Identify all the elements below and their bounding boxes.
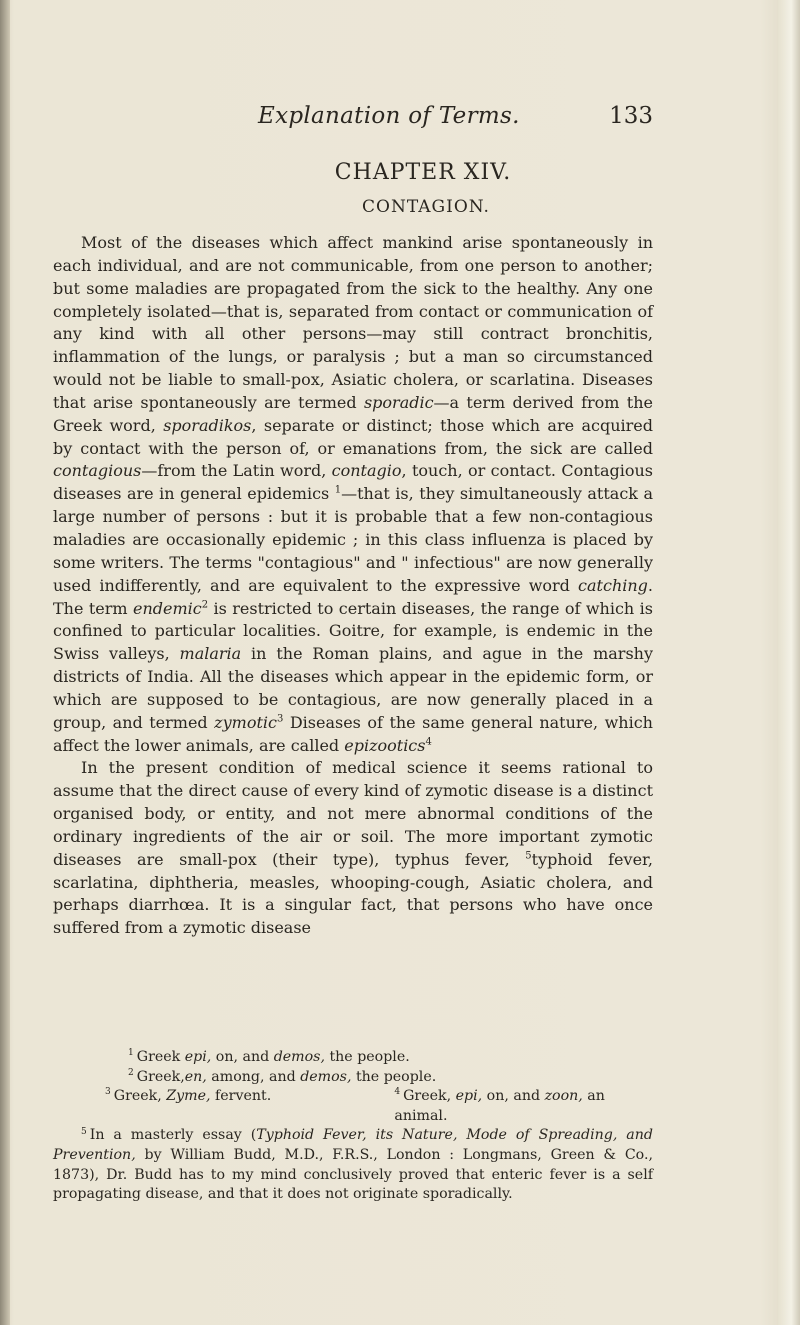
footnote-3 [105, 1087, 394, 1126]
text-run: typhoid fever, scarlatina, diphtheria, measles, whooping-cough, Asiatic cholera, and perhaps diarrhœa. It is a singular fact, that persons who have once suffered from a zymotic disease [53, 849, 654, 938]
text-run: , touch, or contact. Contagious diseases are in general epidemics [53, 461, 653, 504]
text-run: Greek [136, 1049, 185, 1065]
text-run: by William Budd, M.D., F.R.S., London : Longmans, Green & Co., 1873), Dr. Budd has to my mind conclusively proved that enteric fever is a self propagating disease, and that it does not originate sporadically. [53, 1146, 653, 1203]
text-run: , separate or distinct; those which are acquired by contact with the person of, or emanations from, the sick are called [53, 415, 653, 458]
italic-term: epizootics [344, 735, 426, 755]
text-run: fervent. [210, 1088, 272, 1105]
italic-term: demos, [300, 1068, 352, 1085]
italic-term: zymotic [214, 712, 277, 732]
footnote-number: 2 [128, 1067, 134, 1078]
text-run: the people. [324, 1049, 410, 1065]
italic-term: malaria [179, 644, 242, 664]
text-run: among, and [206, 1068, 301, 1085]
italic-term: contagious [53, 461, 142, 481]
text-run: Greek, [403, 1088, 456, 1105]
italic-term: contagio [331, 461, 402, 481]
footnote-number: 3 [105, 1087, 111, 1098]
text-run: in the Roman plains, and ague in the marshy districts of India. All the diseases which appear in the epidemic form, or which are supposed to be contagious, are now generally placed in a group, and termed [53, 644, 654, 732]
page-number: 133 [609, 103, 653, 129]
paragraph-1 [53, 232, 653, 757]
body-text [53, 232, 653, 940]
italic-term: Typhoid Fever, its Nature, Mode of Spreading, and Prevention, [53, 1127, 653, 1163]
italic-term: sporadic [363, 392, 434, 412]
footnote-row [53, 1087, 653, 1126]
text-run: on, and [482, 1088, 545, 1105]
italic-term: epi, [184, 1049, 212, 1065]
text-run: on, and [211, 1049, 274, 1065]
text-run: —that is, they simultaneously attack a large number of persons : but it is probable that a few non-contagious maladies are occasionally epidemic ; in this class influenza is placed by some writers. The terms "contagious" and " infectious" are now generally used indifferently, and are equivalent to the expressive word [53, 484, 654, 595]
footnote-ref: 1 [334, 484, 342, 496]
italic-term: catching [578, 575, 648, 595]
italic-term: epi, [455, 1088, 483, 1105]
text-run: an animal. [394, 1088, 605, 1124]
italic-term: zoon, [544, 1088, 583, 1105]
footnote-5 [53, 1126, 653, 1204]
text-run: is restricted to certain diseases, the range of which is confined to particular localities. Goitre, for example, is endemic in the Swiss valleys, [53, 598, 653, 664]
text-run: Greek, [113, 1088, 167, 1105]
text-run: Diseases of the same general nature, which affect the lower animals, are called [53, 712, 653, 755]
chapter-subject: CONTAGION. [362, 197, 490, 217]
text-run: In a masterly essay ( [89, 1127, 257, 1144]
footnote-4 [394, 1087, 653, 1126]
italic-term: sporadikos [163, 415, 252, 435]
footnote-number: 1 [128, 1048, 134, 1059]
footnotes [53, 1048, 653, 1205]
footnote-number: 5 [81, 1126, 87, 1137]
italic-term: endemic [133, 598, 202, 618]
footnote-2 [53, 1068, 653, 1088]
footnote-number: 4 [394, 1087, 401, 1098]
italic-term: demos, [273, 1049, 325, 1065]
text-run: Greek, [136, 1068, 185, 1085]
paragraph-2 [53, 757, 653, 940]
text-run: Most of the diseases which affect mankind arise spontaneously in each individual, and are not communicable, from one person to another; but some maladies are propagated from the sick to the healthy. Any one completely isolated—that is, separated from contact or communication of any kind with all other persons—may still contract bronchitis, inflammation of the lungs, or paralysis ; but a man so circumstanced would not be liable to small-pox, Asiatic cholera, or scarlatina. Diseases that arise spontaneously are termed [53, 233, 653, 412]
text-run: —from the Latin word, [141, 461, 332, 481]
italic-term: en, [184, 1068, 207, 1085]
text-run: In the present condition of medical science it seems rational to assume that the direct cause of every kind of zymotic disease is a distinct organised body, or entity, and not mere abnormal conditions of the ordinary ingredients of the air or soil. The more important zymotic diseases are small-pox (their type), typhus fever, [53, 758, 653, 869]
chapter-heading: CHAPTER XIV. [334, 160, 512, 185]
running-head [258, 103, 653, 137]
text-run: the people. [351, 1068, 437, 1085]
footnote-ref: 2 [201, 599, 209, 611]
footnote-ref: 3 [276, 713, 284, 725]
footnote-1 [53, 1048, 653, 1068]
italic-term: Zyme, [166, 1088, 211, 1105]
footnote-ref: 4 [425, 736, 432, 748]
text-run: . The term [53, 575, 653, 618]
footnote-ref: 5 [525, 850, 532, 862]
running-title: Explanation of Terms. [258, 103, 520, 129]
text-run: —a term derived from the Greek word, [53, 392, 654, 435]
